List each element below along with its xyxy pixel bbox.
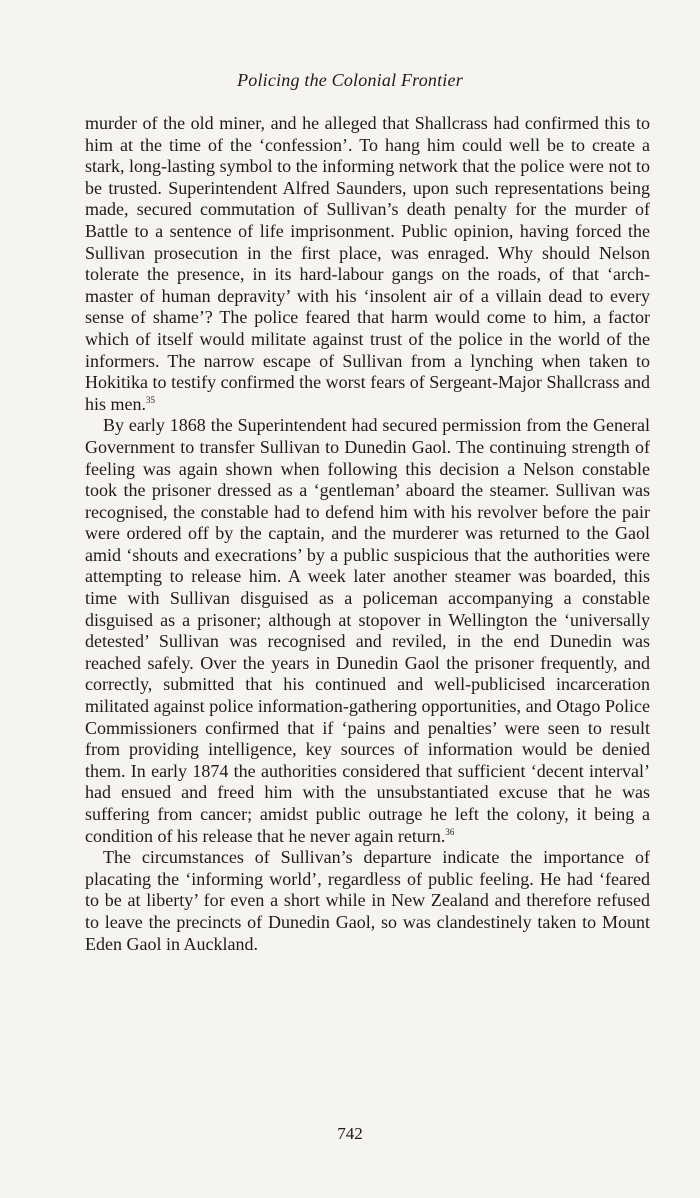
page-number: 742 (337, 1124, 363, 1143)
paragraph (85, 113, 650, 415)
footnote-marker[interactable]: 36 (445, 826, 455, 837)
paragraph (85, 847, 650, 955)
paragraph-text: By early 1868 the Superintendent had secured permission from the General Government to transfer Sullivan to Dunedin Gaol. The continuing strength of feeling was again shown when following this decision a Nelson constable took the prisoner dressed as a ‘gentleman’ aboard the steamer. Sullivan was recognised, the constable had to defend him with his revolver before the pair were ordered off by the captain, and the murderer was returned to the Gaol amid ‘shouts and execrations’ by a public suspicious that the authorities were attempting to release him. A week later another steamer was boarded, this time with Sullivan disguised as a policeman accompanying a constable disguised as a prisoner; although at stopover in Wellington the ‘universally detested’ Sullivan was recognised and reviled, in the end Dunedin was reached safely. Over the years in Dunedin Gaol the prisoner frequently, and correctly, submitted that his continued and well-publicised incarceration militated against police information-gathering opportunities, and Otago Police Commissioners confirmed that if ‘pains and penalties’ were seen to result from providing intelligence, key sources of information would be denied them. In early 1874 the authorities considered that sufficient ‘decent interval’ had ensued and freed him with the unsubstantiated excuse that he was suffering from cancer; amidst public outrage he left the colony, it being a condition of his release that he never again return. (85, 415, 650, 846)
footnote-marker[interactable]: 35 (146, 394, 155, 405)
paragraph-text: murder of the old miner, and he alleged that Shallcrass had confirmed this to him at the time of the ‘confession’. To hang him could well be to create a stark, long-lasting symbol to the informing network that the police were not to be trusted. Superintendent Alfred Saunders, upon such representations being made, secured commutation of Sullivan’s death penalty for the murder of Battle to a sentence of life imprisonment. Public opinion, having forced the Sullivan prosecution in the first place, was enraged. Why should Nelson tolerate the presence, in its hard-labour gangs on the roads, of that ‘arch-master of human depravity’ with his ‘insolent air of a villain dead to every sense of shame’? The police feared that harm would come to him, a factor which of itself would militate against trust of the police in the world of the informers. The narrow escape of Sullivan from a lynching when taken to Hokitika to testify confirmed the worst fears of Sergeant-Major Shallcrass and his men. (85, 113, 650, 414)
running-head: Policing the Colonial Frontier (237, 70, 463, 90)
paragraph (85, 415, 650, 847)
body-text (85, 113, 650, 955)
paragraph-text: The circumstances of Sullivan’s departure indicate the importance of placating the ‘informing world’, regardless of public feeling. He had ‘feared to be at liberty’ for even a short while in New Zealand and therefore refused to leave the precincts of Dunedin Gaol, so was clandestinely taken to Mount Eden Gaol in Auckland. (85, 847, 650, 954)
